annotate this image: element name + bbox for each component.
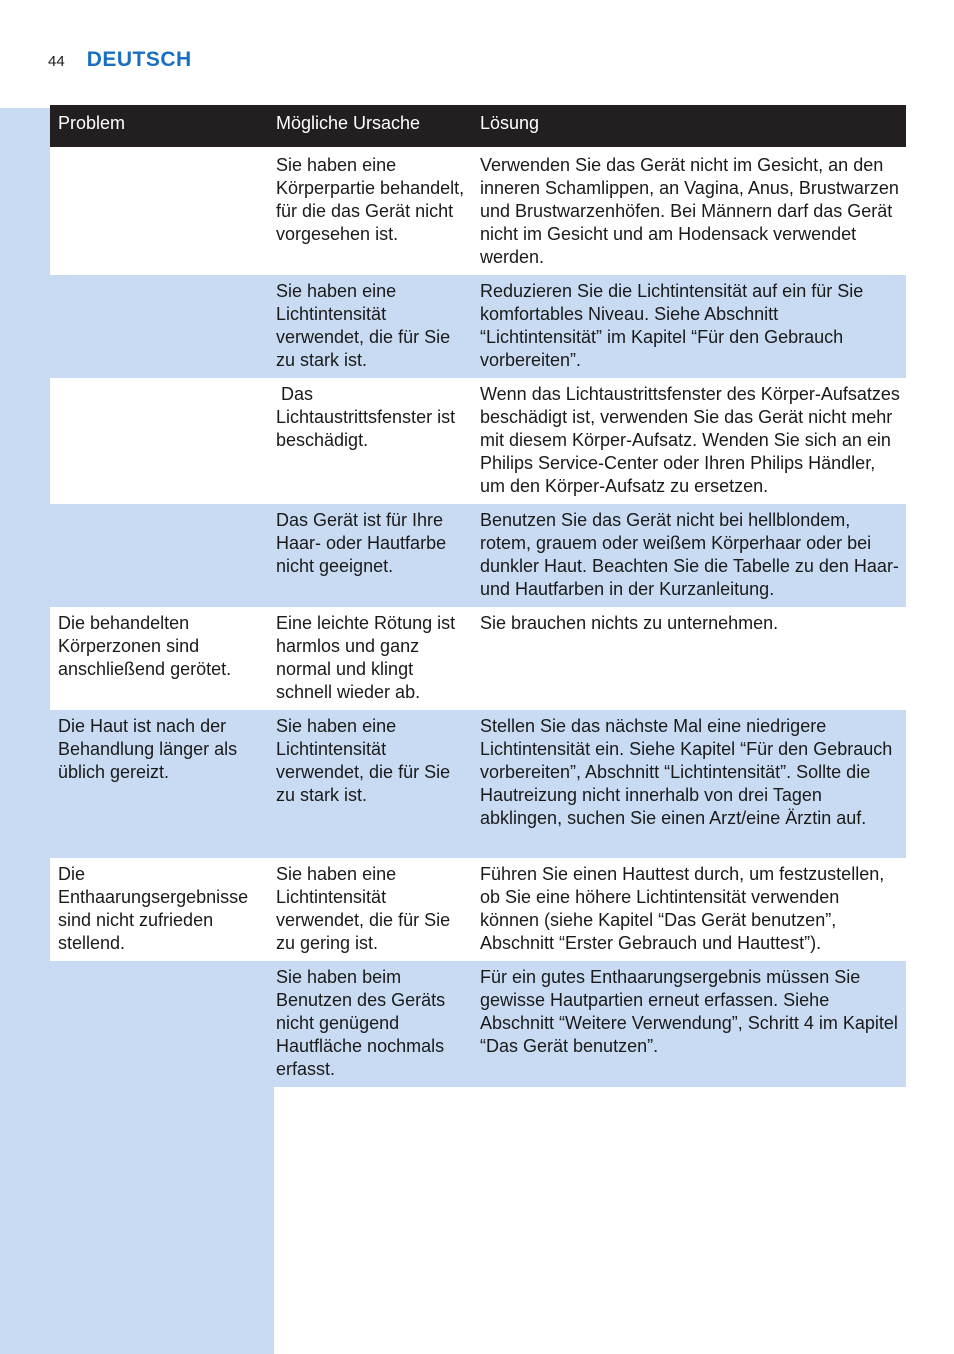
page-header [48, 48, 192, 74]
section-title: DEUTSCH [86, 48, 192, 71]
table-row [50, 378, 906, 504]
solution-cell: Reduzieren Sie die Lichtintensität auf ein für Sie komfortables Niveau. Siehe Abschnitt “Lichtintensität” im Kapitel “Für den Gebrauch vorbereiten”. [472, 275, 906, 378]
solution-cell: Verwenden Sie das Gerät nicht im Gesicht, an den inneren Schamlippen, an Vagina, Anus, Brustwarzen und Brustwarzenhöfen. Bei Männern darf das Gerät nicht im Gesicht und am Hodensack verwendet werden. [472, 148, 906, 275]
cause-cell: Sie haben eine Lichtintensität verwendet, die für Sie zu stark ist. [268, 710, 472, 858]
problem-cell: Die Enthaarungsergebnisse sind nicht zufrieden stellend. [50, 858, 268, 961]
problem-cell [50, 148, 268, 275]
table-row [50, 710, 906, 858]
cause-cell: Sie haben eine Lichtintensität verwendet, die für Sie zu stark ist. [268, 275, 472, 378]
column-header-cause: Mögliche Ursache [268, 105, 472, 148]
solution-cell: Führen Sie einen Hauttest durch, um festzustellen, ob Sie eine höhere Lichtintensität verwenden können (siehe Kapitel “Das Gerät benutzen”, Abschnitt “Erster Gebrauch und Hauttest”). [472, 858, 906, 961]
problem-cell [50, 275, 268, 378]
solution-cell: Sie brauchen nichts zu unternehmen. [472, 607, 906, 710]
problem-cell [50, 378, 268, 504]
table-row [50, 858, 906, 961]
solution-cell: Wenn das Lichtaustrittsfenster des Körper-Aufsatzes beschädigt ist, verwenden Sie das Gerät nicht mehr mit diesem Körper-Aufsatz. Wenden Sie sich an ein Philips Service-Center oder Ihren Philips Händler, um den Körper-Aufsatz zu ersetzen. [472, 378, 906, 504]
table-row [50, 148, 906, 275]
cause-cell: Das Gerät ist für Ihre Haar- oder Hautfarbe nicht geeignet. [268, 504, 472, 607]
problem-cell [50, 961, 268, 1087]
page-number: 44 [48, 53, 65, 70]
table-row [50, 504, 906, 607]
problem-cell [50, 504, 268, 607]
cause-cell: Das Lichtaustrittsfenster ist beschädigt. [268, 378, 472, 504]
table-header-row [50, 105, 906, 148]
troubleshooting-table [50, 105, 906, 1087]
solution-cell: Für ein gutes Enthaarungsergebnis müssen Sie gewisse Hautpartien erneut erfassen. Siehe Abschnitt “Weitere Verwendung”, Schritt 4 im Kapitel “Das Gerät benutzen”. [472, 961, 906, 1087]
cause-cell: Sie haben eine Körperpartie behandelt, für die das Gerät nicht vorgesehen ist. [268, 148, 472, 275]
cause-cell: Sie haben beim Benutzen des Geräts nicht genügend Hautfläche nochmals erfasst. [268, 961, 472, 1087]
problem-cell: Die behandelten Körperzonen sind anschließend gerötet. [50, 607, 268, 710]
table-row [50, 961, 906, 1087]
cause-cell: Eine leichte Rötung ist harmlos und ganz normal und klingt schnell wieder ab. [268, 607, 472, 710]
column-header-solution: Lösung [472, 105, 906, 148]
column-header-problem: Problem [50, 105, 268, 148]
solution-cell: Stellen Sie das nächste Mal eine niedrigere Lichtintensität ein. Siehe Kapitel “Für den Gebrauch vorbereiten”, Abschnitt “Lichtintensität”. Sollte die Hautreizung nicht innerhalb von drei Tagen abklingen, suchen Sie einen Arzt/eine Ärztin auf. [472, 710, 906, 858]
table-row [50, 275, 906, 378]
cause-cell: Sie haben eine Lichtintensität verwendet, die für Sie zu gering ist. [268, 858, 472, 961]
table-row [50, 607, 906, 710]
solution-cell: Benutzen Sie das Gerät nicht bei hellblondem, rotem, grauem oder weißem Körperhaar oder bei dunkler Haut. Beachten Sie die Tabelle zu den Haar- und Hautfarben in der Kurzanleitung. [472, 504, 906, 607]
problem-cell: Die Haut ist nach der Behandlung länger als üblich gereizt. [50, 710, 268, 858]
